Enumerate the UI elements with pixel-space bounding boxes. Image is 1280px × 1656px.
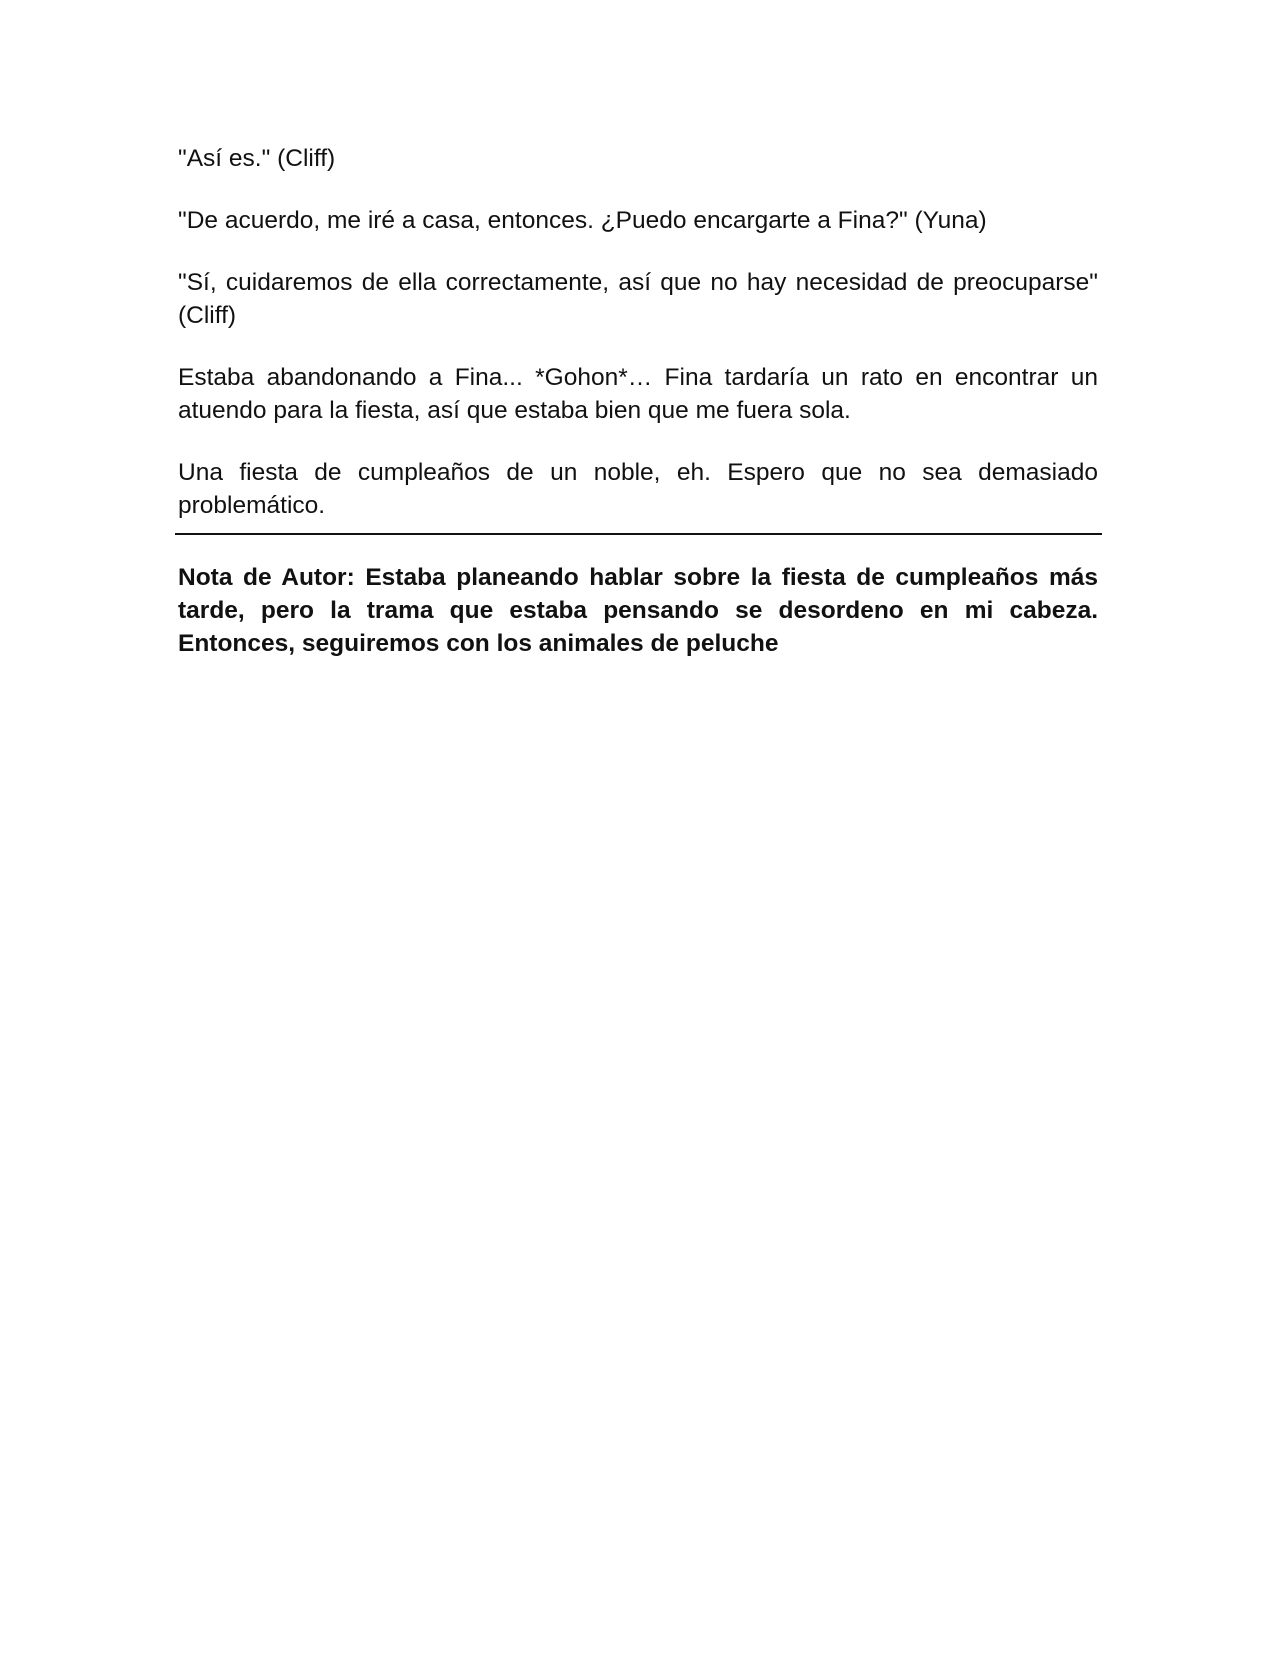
dialogue-paragraph-1: "Así es." (Cliff) — [178, 145, 336, 172]
author-note: Nota de Autor: Estaba planeando hablar sobre la fiesta de cumpleaños más tarde, pero la trama que estaba pensando se desordeno en mi cabeza. Entonces, seguiremos con los animales de peluche — [178, 564, 1098, 657]
narration-paragraph-1: Estaba abandonando a Fina... *Gohon*… Fina tardaría un rato en encontrar un atuendo para la fiesta, así que estaba bien que me fuera sola. — [178, 364, 1098, 424]
section-divider — [175, 533, 1102, 535]
dialogue-paragraph-2: "De acuerdo, me iré a casa, entonces. ¿Puedo encargarte a Fina?" (Yuna) — [178, 207, 987, 234]
document-body — [178, 142, 1098, 551]
narration-paragraph-2: Una fiesta de cumpleaños de un noble, eh. Espero que no sea demasiado problemático. — [178, 459, 1098, 519]
dialogue-paragraph-3: "Sí, cuidaremos de ella correctamente, así que no hay necesidad de preocuparse" (Cliff) — [178, 269, 1098, 329]
